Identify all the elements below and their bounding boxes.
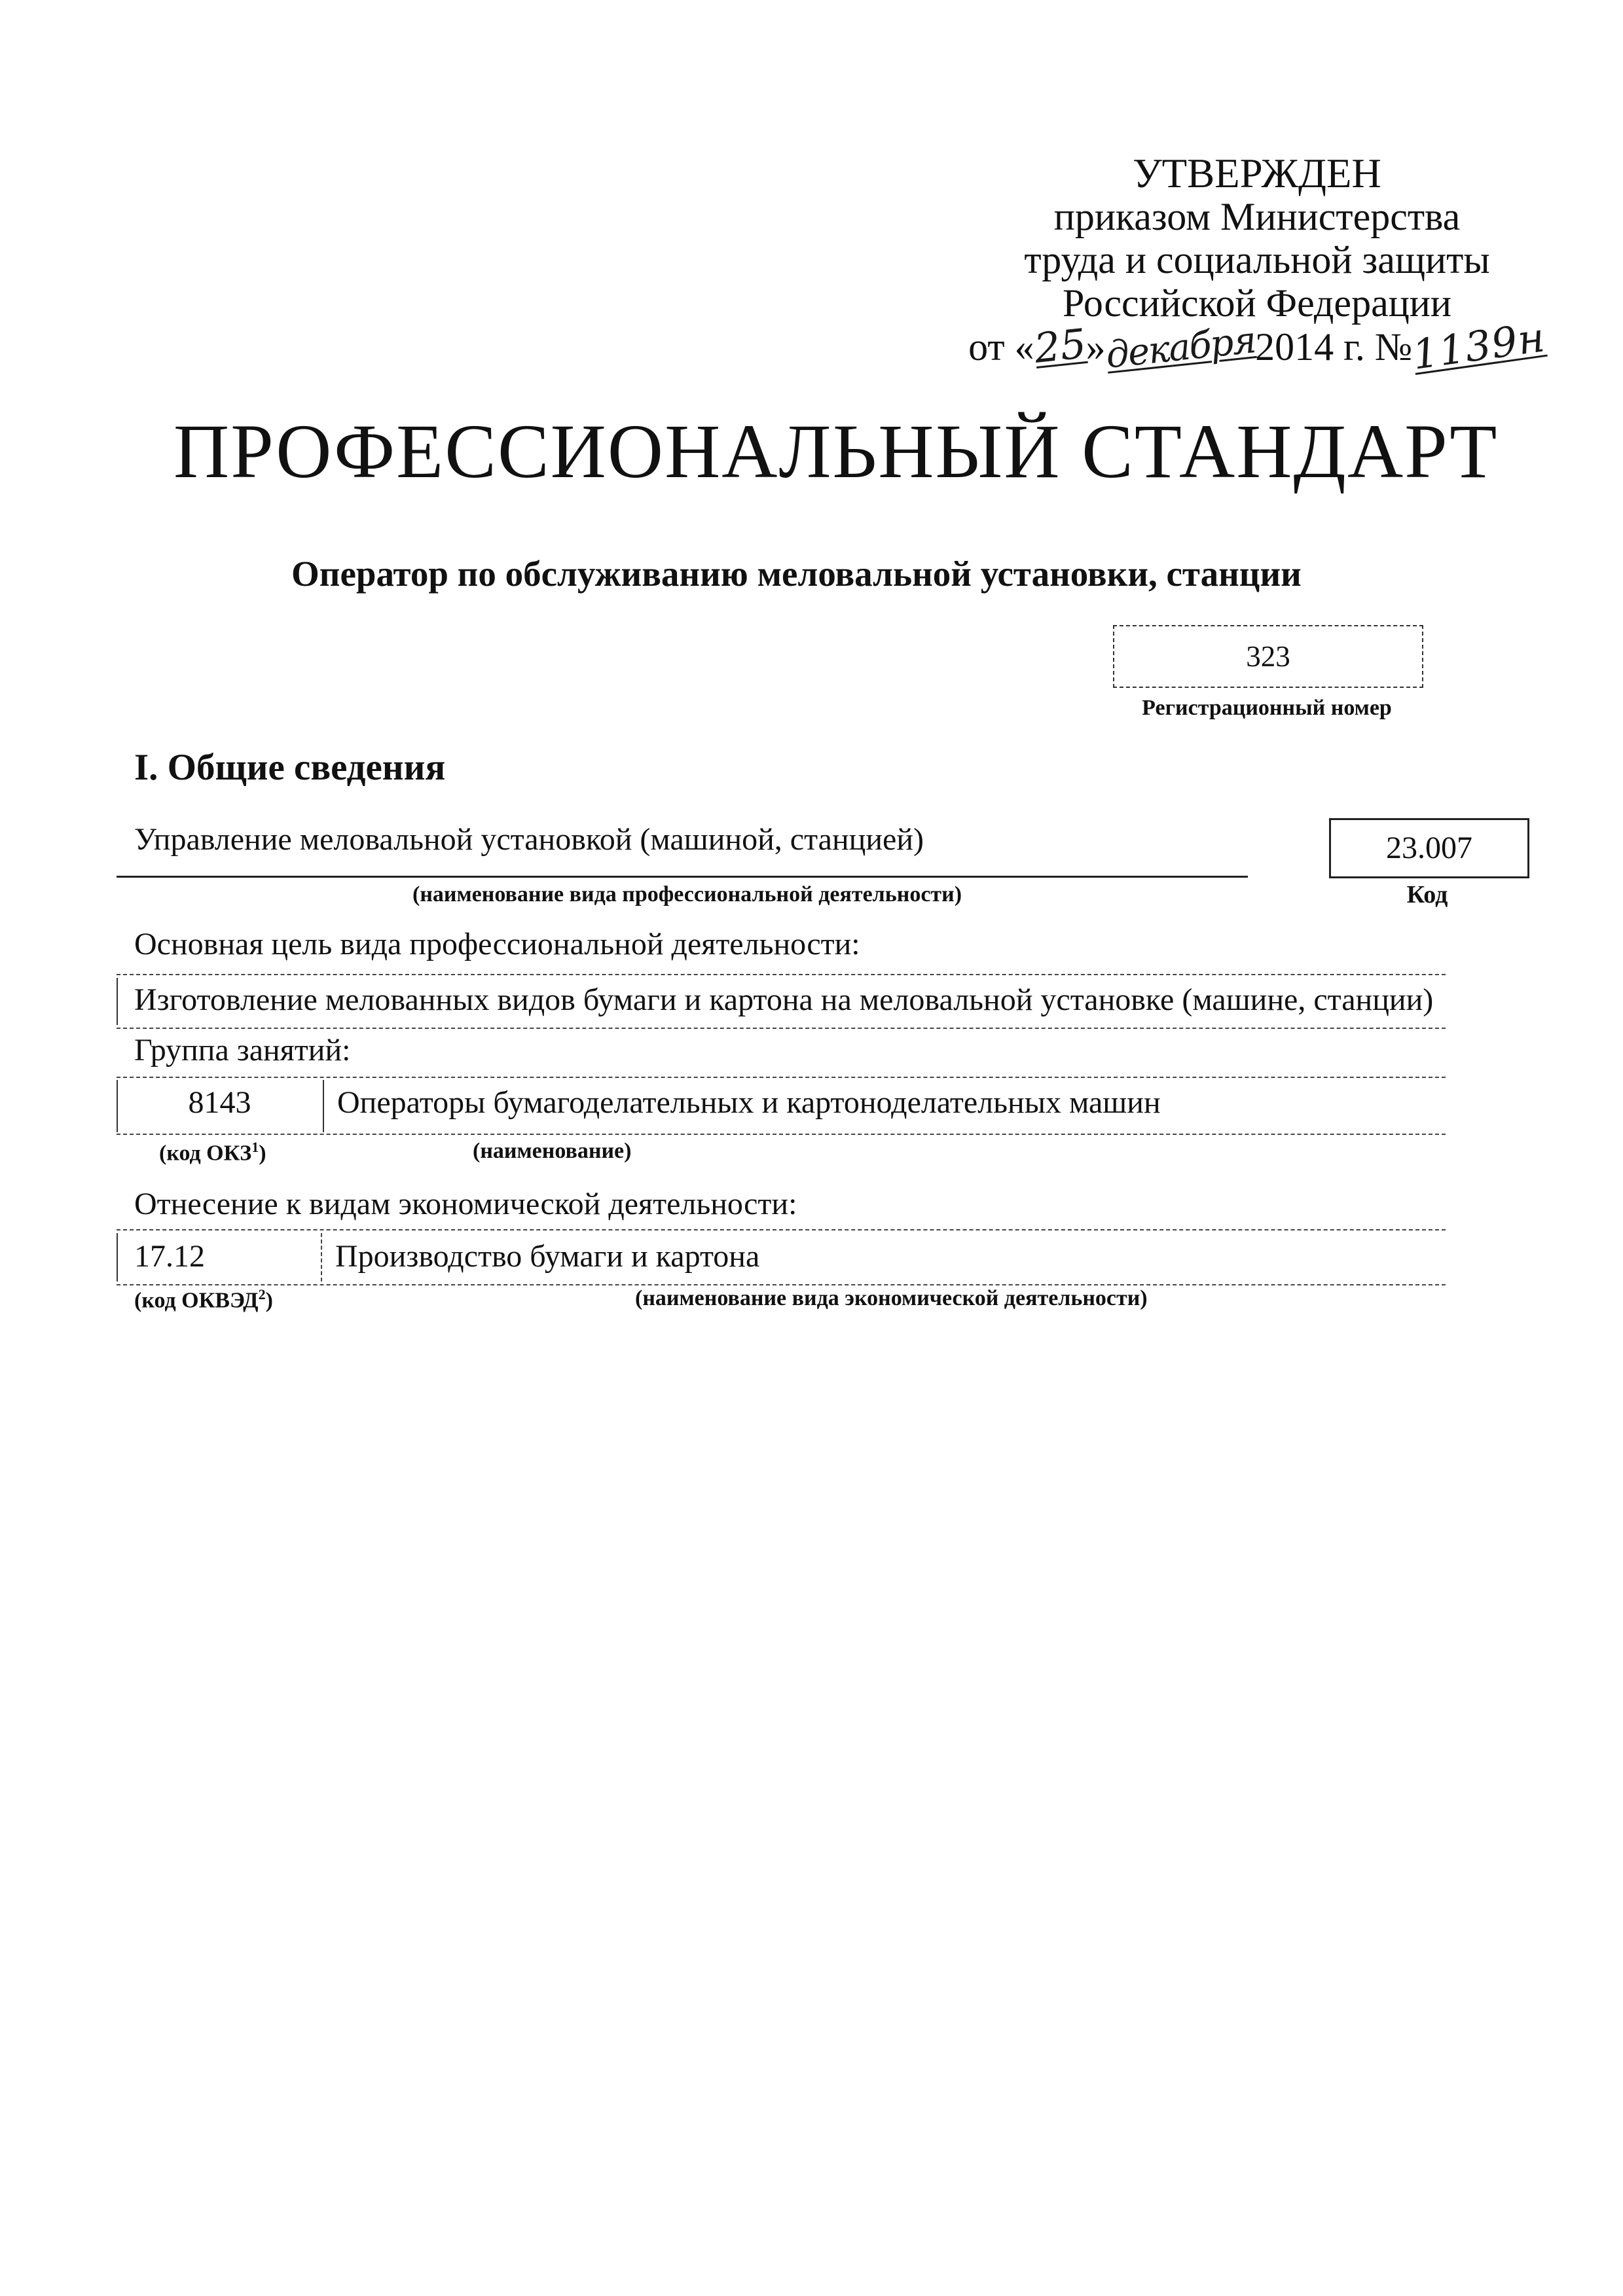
okz-code-caption: (код ОКЗ$^1$) (159, 1139, 266, 1166)
approval-block (943, 151, 1571, 379)
standard-subtitle: Оператор по обслуживанию меловальной установки, станции (291, 554, 1302, 594)
activity-caption: (наименование вида профессиональной деятельности) (412, 882, 962, 906)
okved-name-caption: (наименование вида экономической деятельности) (635, 1286, 1148, 1310)
activity-code: 23.007 (1386, 831, 1472, 865)
group-label: Группа занятий: (134, 1033, 351, 1067)
econ-bottom-rule (117, 1284, 1446, 1285)
order-month-handwritten: декабря (1103, 319, 1257, 377)
activity-name: Управление меловальной установкой (машиной, станцией) (134, 822, 924, 857)
registration-number-box (1113, 625, 1423, 688)
approval-line-1: приказом Министерства (1053, 195, 1461, 238)
group-divider (323, 1080, 324, 1132)
registration-number: 323 (1246, 640, 1290, 673)
registration-number-label: Регистрационный номер (1142, 696, 1392, 720)
okz-name-caption: (наименование) (473, 1139, 632, 1163)
order-year: 2014 г. № (1255, 325, 1413, 368)
goal-text: Изготовление мелованных видов бумаги и картона на меловальной установке (машине, станции) (134, 982, 1434, 1017)
econ-divider (321, 1233, 322, 1282)
approval-line-2: труда и социальной защиты (1024, 238, 1490, 281)
code-label: Код (1406, 881, 1448, 908)
econ-label: Отнесение к видам экономической деятельности: (134, 1187, 797, 1221)
approval-line-3: Российской Федерации (1062, 281, 1452, 325)
order-quote-close: » (1085, 325, 1106, 368)
okz-name: Операторы бумагоделательных и картоноделательных машин (337, 1085, 1161, 1120)
section-heading: I. Общие сведения (134, 747, 446, 788)
order-prefix: от « (968, 325, 1034, 368)
econ-left-bar (117, 1233, 118, 1282)
goal-top-rule (117, 974, 1446, 975)
activity-underline (117, 876, 1248, 878)
order-line (943, 313, 1571, 379)
goal-label: Основная цель вида профессиональной деятельности: (134, 927, 860, 961)
order-day-handwritten: 25 (1031, 319, 1089, 372)
goal-bottom-rule (117, 1028, 1446, 1029)
okz-code: 8143 (188, 1085, 251, 1120)
activity-code-box (1329, 818, 1529, 878)
goal-left-bar (117, 978, 118, 1025)
order-number-handwritten: 1139н (1410, 313, 1548, 379)
group-top-rule (117, 1077, 1446, 1078)
okved-code: 17.12 (134, 1239, 205, 1274)
page-title: ПРОФЕССИОНАЛЬНЫЙ СТАНДАРТ (173, 408, 1499, 494)
approval-title: УТВЕРЖДЕН (1133, 151, 1381, 196)
group-bottom-rule (117, 1134, 1446, 1135)
okved-code-caption: (код ОКВЭД$^2$) (134, 1286, 273, 1313)
okved-name: Производство бумаги и картона (335, 1239, 760, 1274)
econ-top-rule (117, 1229, 1446, 1230)
